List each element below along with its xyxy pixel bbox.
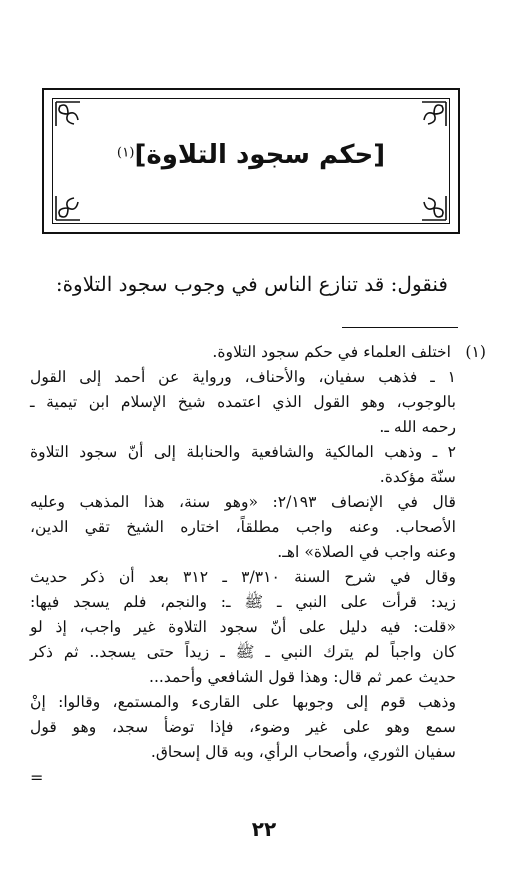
footnote-line: زيد: قرأت على النبي ـ ﷺ ـ: والنجم، فلم يسجد فيها: [30,593,456,611]
continuation-mark: = [30,768,44,787]
footnote-line: كان واجباً لم يترك النبي ـ ﷺ ـ زيداً حتى يسجد.. ثم ذكر [30,643,456,661]
footnote-line: ١ ـ فذهب سفيان، والأحناف، ورواية عن أحمد إلى القول [30,368,456,386]
footnote-line: وذهب قوم إلى وجوبها على القارىء والمستمع، وقالوا: إنْ [30,693,456,711]
footnote-line: رحمه الله ـ. [379,418,456,436]
page-number: ٢٢ [251,817,277,841]
footnote-line: سمع وهو على غير وضوء، فإذا توضأ سجد، وهو قول [30,718,456,736]
footnote-block [30,340,486,765]
footnote-separator [342,327,458,328]
footnote-line: «قلت: فيه دليل على أنّ سجود التلاوة غير واجب، إذ لو [30,618,456,636]
chapter-heading [52,140,450,170]
footnote-line: سنّة مؤكدة. [379,468,456,486]
corner-ornament-icon [54,100,82,128]
footnote-line: قال في الإنصاف ٢/١٩٣: «وهو سنة، هذا المذهب وعليه [30,493,456,511]
footnote-reference: (١) [116,145,135,161]
intro-text: فنقول: قد تنازع الناس في وجوب سجود التلاوة: [55,272,448,296]
footnote-line: بالوجوب، وهو القول الذي اعتمده شيخ الإسلام ابن تيمية ـ [30,393,456,411]
corner-ornament-icon [420,100,448,128]
footnote-line: اختلف العلماء في حكم سجود التلاوة. [212,343,452,361]
footnote-number: (١) [465,343,486,361]
chapter-title: [حكم سجود التلاوة] [134,140,386,170]
corner-ornament-icon [420,194,448,222]
corner-ornament-icon [54,194,82,222]
footnote-line: الأصحاب. وعنه واجب مطلقاً، اختاره الشيخ تقي الدين، [30,518,456,536]
footnote-line: وقال في شرح السنة ٣/٣١٠ ـ ٣١٢ بعد أن ذكر حديث [30,568,456,586]
footnote-line: ٢ ـ وذهب المالكية والشافعية والحنابلة إلى أنّ سجود التلاوة [30,443,456,461]
footnote-line: سفيان الثوري، وأصحاب الرأي، وبه قال إسحاق. [150,743,456,761]
footnote-line: حديث عمر ثم قال: وهذا قول الشافعي وأحمد... [148,668,456,686]
footnote-line: وعنه واجب في الصلاة» اهـ. [277,543,456,561]
